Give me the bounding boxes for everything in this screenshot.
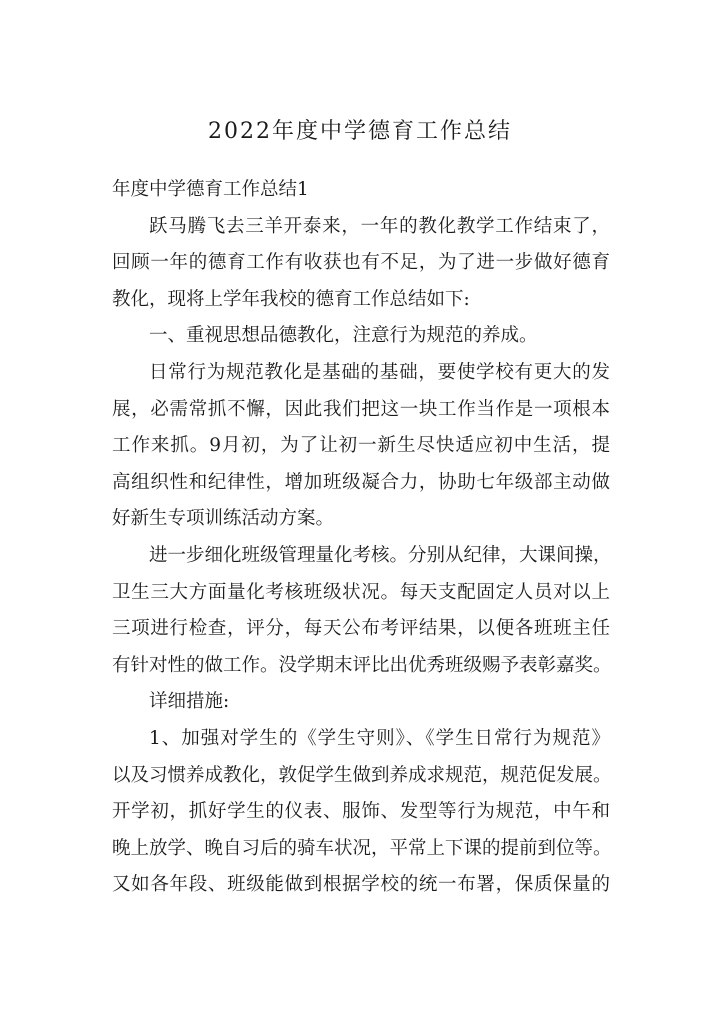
document-body bbox=[112, 172, 610, 904]
text-line: 以及习惯养成教化，敦促学生做到养成求规范，规范促发展。 bbox=[112, 764, 612, 786]
text-line: 晚上放学、晚自习后的骑车状况，平常上下课的提前到位等。 bbox=[112, 837, 612, 859]
text-line: 工作来抓。9月初，为了让初一新生尽快适应初中生活，提 bbox=[112, 435, 610, 457]
text-line: 详细措施: bbox=[149, 691, 230, 713]
text-line: 日常行为规范教化是基础的基础，要使学校有更大的发 bbox=[149, 361, 610, 383]
text-line: 卫生三大方面量化考核班级状况。每天支配固定人员对以上 bbox=[112, 581, 610, 603]
text-line: 跃马腾飞去三羊开泰来，一年的教化教学工作结束了， bbox=[149, 215, 610, 237]
text-line: 开学初，抓好学生的仪表、服饰、发型等行为规范，中午和 bbox=[112, 801, 610, 823]
text-line: 回顾一年的德育工作有收获也有不足，为了进一步做好德育 bbox=[112, 252, 610, 274]
text-line: 年度中学德育工作总结1 bbox=[112, 179, 309, 200]
text-line: 教化，现将上学年我校的德育工作总结如下: bbox=[112, 288, 470, 310]
text-line: 展，必需常抓不懈，因此我们把这一块工作当作是一项根本 bbox=[112, 398, 610, 420]
text-line: 有针对性的做工作。没学期末评比出优秀班级赐予表彰嘉奖。 bbox=[112, 654, 612, 676]
document-title: 2022年度中学德育工作总结 bbox=[208, 119, 512, 144]
text-line: 三项进行检查，评分，每天公布考评结果，以便各班班主任 bbox=[112, 618, 610, 640]
text-line: 1、加强对学生的《学生守则》、《学生日常行为规范》 bbox=[149, 727, 610, 749]
text-line: 又如各年段、班级能做到根据学校的统一布署，保质保量的 bbox=[112, 874, 610, 896]
text-line: 一、重视思想品德教化，注意行为规范的养成。 bbox=[149, 325, 538, 347]
text-line: 进一步细化班级管理量化考核。分别从纪律，大课间操， bbox=[149, 544, 612, 566]
text-line: 好新生专项训练活动方案。 bbox=[112, 508, 335, 530]
text-line: 高组织性和纪律性，增加班级凝合力，协助七年级部主动做 bbox=[112, 471, 610, 493]
